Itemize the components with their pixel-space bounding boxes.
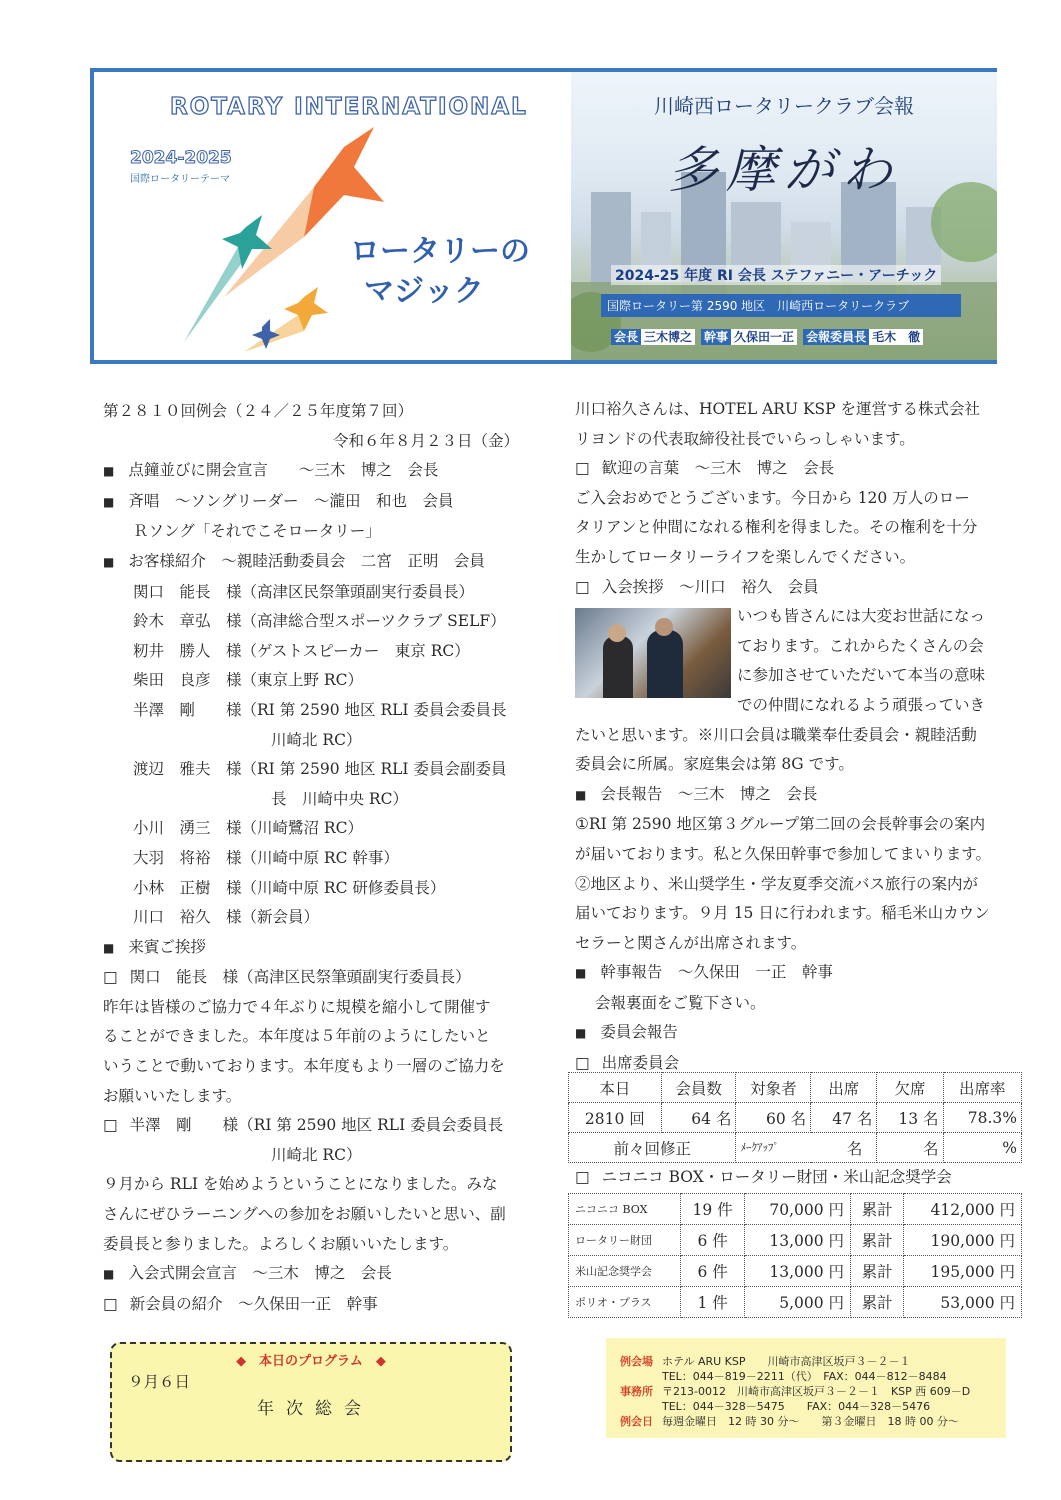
body-text: さんにぜひラーニングへの参加をお願いしたいと思い、副 bbox=[103, 1205, 506, 1224]
agenda-item: ■ 斉唱 ～ソングリーダー ～瀧田 和也 会員 bbox=[103, 487, 543, 518]
guest-line: 小川 湧三 様（川崎鷺沼 RC） bbox=[133, 819, 363, 838]
body-text: お願いいたします。 bbox=[103, 1086, 242, 1105]
body-text: ②地区より、米山奨学生・学友夏季交流バス旅行の案内が bbox=[575, 874, 979, 893]
table-header: 出席率 bbox=[943, 1073, 1021, 1103]
agenda-item: □ 新会員の紹介 ～久保田一正 幹事 bbox=[103, 1290, 543, 1320]
body-text: 昨年は皆様のご協力で４年ぶりに規模を縮小して開催す bbox=[103, 997, 491, 1016]
officers-line bbox=[611, 328, 929, 345]
table-header: 出席 bbox=[811, 1073, 877, 1103]
office-address: 〒213-0012 川崎市高津区坂戸３－２－１ KSP 西 609－D bbox=[662, 1385, 971, 1398]
donation-table bbox=[568, 1193, 1022, 1318]
table-cell: 1 件 bbox=[681, 1287, 745, 1318]
table-header: 欠席 bbox=[877, 1073, 943, 1103]
donation-heading bbox=[575, 1163, 1020, 1193]
body-text: タリアンと仲間になれる権利を得ました。その権利を十分 bbox=[575, 518, 978, 537]
info-key: 例会日 bbox=[620, 1415, 653, 1428]
meeting-number: 第２８１０回例会（２４／２５年度第７回） bbox=[103, 402, 414, 420]
table-cell: 累計 bbox=[851, 1256, 904, 1287]
agenda-item: □ ニコニコ BOX・ロータリー財団・米山記念奨学会 bbox=[575, 1163, 1020, 1193]
guest-line: 柴田 良彦 様（東京上野 RC） bbox=[133, 671, 363, 690]
district-line: 国際ロータリー第 2590 地区 川崎西ロータリークラブ bbox=[601, 294, 961, 317]
guest-line: 関口 能長 様（高津区民祭筆頭副実行委員長） bbox=[133, 582, 475, 601]
guest-line: 川口 裕久 様（新会員） bbox=[133, 908, 320, 927]
officer-name: 久保田一正 bbox=[731, 329, 797, 345]
agenda-item: ■ 来賓ご挨拶 bbox=[103, 933, 543, 964]
right-column bbox=[575, 395, 1020, 1079]
agenda-item: ■ 会長報告 ～三木 博之 会長 bbox=[575, 780, 1020, 811]
table-header: 本日 bbox=[569, 1073, 662, 1103]
table-cell: 47 名 bbox=[811, 1103, 877, 1133]
body-text: 川口裕久さんは、HOTEL ARU KSP を運営する株式会社 bbox=[575, 400, 981, 418]
club-bulletin-title: 川崎西ロータリークラブ会報 bbox=[654, 94, 914, 118]
body-text: いうことで動いております。本年度もより一層のご協力を bbox=[103, 1057, 505, 1076]
table-cell: 米山記念奨学会 bbox=[569, 1256, 681, 1287]
guest-line: 大羽 将裕 様（川崎中原 RC 幹事） bbox=[133, 848, 399, 867]
office-phone: TEL：044－328－5475 FAX：044－328－5476 bbox=[662, 1400, 931, 1413]
body-text: セラーと関さんが出席されます。 bbox=[575, 933, 807, 952]
body-text: ることができました。本年度は５年前のようにしたいと bbox=[103, 1027, 491, 1046]
guest-line: 長 川崎中央 RC） bbox=[271, 789, 408, 808]
guest-line: 小林 正樹 様（川崎中原 RC 研修委員長） bbox=[133, 878, 446, 897]
guest-line: 鈴木 章弘 様（高津総合型スポーツクラブ SELF） bbox=[133, 612, 506, 631]
guest-line: 渡辺 雅夫 様（RI 第 2590 地区 RLI 委員会副委員 bbox=[133, 760, 507, 779]
table-row bbox=[569, 1073, 1022, 1103]
theme-title: ロータリーの マジック bbox=[350, 234, 530, 309]
attendance-table bbox=[568, 1072, 1022, 1163]
table-cell: 累計 bbox=[851, 1194, 904, 1225]
body-text: での仲間になれるよう頑張っていき bbox=[737, 695, 986, 714]
officer-name: 毛木 徹 bbox=[869, 329, 923, 345]
venue-address: ホテル ARU KSP 川崎市高津区坂戸３－２－１ bbox=[662, 1355, 911, 1368]
table-row bbox=[569, 1133, 1022, 1163]
body-text: たいと思います。※川口会員は職業奉仕委員会・親睦活動 bbox=[575, 725, 977, 744]
agenda-item: ■ お客様紹介 ～親睦活動委員会 二宮 正明 会員 bbox=[103, 547, 543, 578]
club-info-footer bbox=[606, 1338, 1006, 1438]
table-cell: 6 件 bbox=[681, 1225, 745, 1256]
agenda-item: □ 入会挨拶 ～川口 裕久 会員 bbox=[575, 573, 1020, 603]
officer-role: 会報委員長 bbox=[803, 329, 869, 345]
program-title: ◆ 本日のプログラム ◆ bbox=[236, 1354, 386, 1369]
body-text: 委員長と参りました。よろしくお願いいたします。 bbox=[103, 1234, 459, 1253]
speaker-line: □ 関口 能長 様（高津区民祭筆頭副実行委員長） bbox=[103, 963, 543, 993]
officer-role: 幹事 bbox=[701, 329, 731, 345]
body-text: 委員会に所属。家庭集会は第 8G です。 bbox=[575, 755, 854, 774]
body-text: ご入会おめでとうございます。今日から 120 万人のロー bbox=[575, 488, 970, 507]
theme-label: 国際ロータリーテーマ bbox=[130, 174, 230, 185]
officer-role: 会長 bbox=[611, 329, 641, 345]
body-text: 届いております。９月 15 日に行われます。稲毛米山カウン bbox=[575, 904, 990, 923]
body-text: いつも皆さんには大変お世話になっ bbox=[737, 607, 986, 626]
table-cell: 64 名 bbox=[661, 1103, 736, 1133]
body-text: ①RI 第 2590 地区第３グループ第二回の会長幹事会の案内 bbox=[575, 815, 986, 834]
program-event: 年次総会 bbox=[257, 1399, 373, 1419]
ri-title: ROTARY INTERNATIONAL bbox=[170, 94, 528, 120]
officer-name: 三木博之 bbox=[641, 329, 695, 345]
agenda-item: ■ 入会式開会宣言 ～三木 博之 会長 bbox=[103, 1259, 543, 1290]
guest-line: 川崎北 RC） bbox=[271, 730, 362, 749]
table-cell: 6 件 bbox=[681, 1256, 745, 1287]
body-text: ております。これからたくさんの会 bbox=[737, 636, 984, 655]
table-cell: 19 件 bbox=[681, 1194, 745, 1225]
agenda-item: □ 歓迎の言葉 ～三木 博之 会長 bbox=[575, 454, 1020, 484]
todays-program-box bbox=[110, 1342, 512, 1462]
table-cell: 53,000 円 bbox=[904, 1287, 1022, 1318]
agenda-item: ■ 点鐘並びに開会宣言 ～三木 博之 会長 bbox=[103, 456, 543, 487]
table-cell: 13 名 bbox=[877, 1103, 943, 1133]
new-member-photo bbox=[575, 608, 731, 698]
program-date: ９月６日 bbox=[128, 1373, 191, 1391]
body-text: に参加させていただいて本当の意味 bbox=[737, 666, 986, 685]
table-cell: 190,000 円 bbox=[904, 1225, 1022, 1256]
table-cell: 5,000 円 bbox=[745, 1287, 851, 1318]
table-cell: 前々回修正 bbox=[569, 1133, 736, 1163]
table-cell: ニコニコ BOX bbox=[569, 1194, 681, 1225]
table-cell: 13,000 円 bbox=[745, 1225, 851, 1256]
table-cell: 78.3% bbox=[943, 1103, 1021, 1133]
greeting-with-photo bbox=[575, 602, 1020, 720]
table-cell: 195,000 円 bbox=[904, 1256, 1022, 1287]
body-text: が届いております。私と久保田幹事で参加してまいります。 bbox=[575, 844, 992, 863]
guest-line: 籾井 勝人 様（ゲストスピーカー 東京 RC） bbox=[133, 641, 470, 660]
table-cell: % bbox=[943, 1133, 1021, 1163]
table-cell: ロータリー財団 bbox=[569, 1225, 681, 1256]
table-row bbox=[569, 1256, 1022, 1287]
info-key: 事務所 bbox=[620, 1385, 653, 1398]
speaker-line: □ 半澤 剛 様（RI 第 2590 地区 RLI 委員会委員長 bbox=[103, 1111, 543, 1141]
table-cell: 累計 bbox=[851, 1287, 904, 1318]
left-column bbox=[103, 397, 543, 1319]
body-text: リヨンドの代表取締役社長でいらっしゃいます。 bbox=[575, 429, 915, 448]
guest-line: 半澤 剛 様（RI 第 2590 地区 RLI 委員会委員長 bbox=[133, 700, 507, 719]
table-cell: 412,000 円 bbox=[904, 1194, 1022, 1225]
table-cell: 60 名 bbox=[736, 1103, 811, 1133]
agenda-item: ■ 委員会報告 bbox=[575, 1018, 1020, 1049]
table-cell: 13,000 円 bbox=[745, 1256, 851, 1287]
table-cell: 名 bbox=[877, 1133, 943, 1163]
table-cell: 2810 回 bbox=[569, 1103, 662, 1133]
table-header: 会員数 bbox=[661, 1073, 736, 1103]
bulletin-name: 多摩がわ bbox=[668, 141, 900, 199]
body-text: ９月から RLI を始めようということになりました。みな bbox=[103, 1175, 498, 1194]
table-cell: 70,000 円 bbox=[745, 1194, 851, 1225]
agenda-item: □ 出席委員会 bbox=[575, 1049, 1020, 1079]
venue-phone: TEL：044－819－2211（代） FAX：044－812－8484 bbox=[662, 1370, 947, 1383]
table-row bbox=[569, 1287, 1022, 1318]
ri-theme-panel bbox=[94, 72, 569, 360]
masthead bbox=[90, 68, 997, 364]
body-text: 会報裏面をご覧下さい。 bbox=[595, 993, 766, 1012]
song-line: Ｒソング「それでこそロータリー」 bbox=[133, 522, 381, 541]
table-header: 対象者 bbox=[736, 1073, 811, 1103]
speaker-line: 川崎北 RC） bbox=[271, 1145, 362, 1164]
theme-year: 2024-2025 bbox=[130, 148, 232, 168]
info-key: 例会場 bbox=[620, 1355, 653, 1368]
agenda-item: ■ 幹事報告 ～久保田 一正 幹事 bbox=[575, 958, 1020, 989]
table-row bbox=[569, 1194, 1022, 1225]
meeting-date: 令和６年８月２３日（金） bbox=[333, 431, 520, 450]
table-row bbox=[569, 1225, 1022, 1256]
ri-president-line: 2024-25 年度 RI 会長 ステファニー・アーチック bbox=[611, 265, 941, 285]
table-row bbox=[569, 1103, 1022, 1133]
meeting-schedule: 毎週金曜日 12 時 30 分～ 第３金曜日 18 時 00 分～ bbox=[662, 1415, 959, 1428]
table-cell: ポリオ・プラス bbox=[569, 1287, 681, 1318]
table-cell: 累計 bbox=[851, 1225, 904, 1256]
body-text: 生かしてロータリーライフを楽しんでください。 bbox=[575, 547, 916, 566]
table-cell: ﾒｰｸｱｯﾌﾟ 名 bbox=[736, 1133, 877, 1163]
club-banner bbox=[571, 72, 997, 360]
